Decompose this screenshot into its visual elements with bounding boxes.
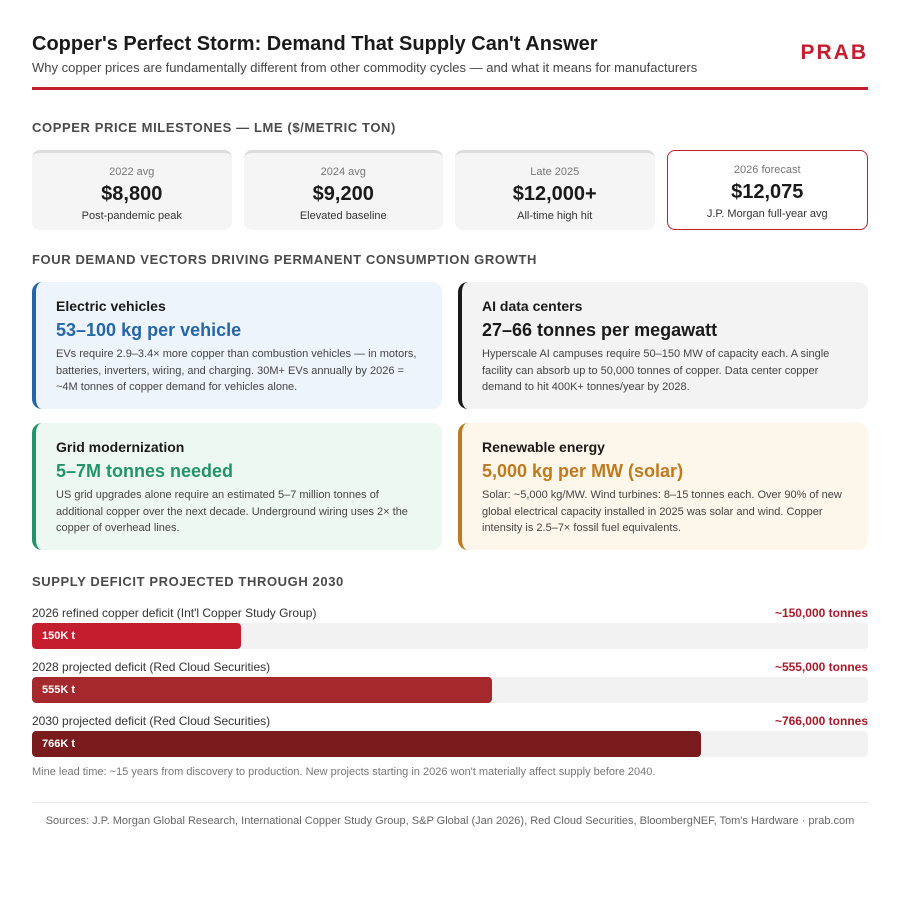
deficit-bar-fill (32, 677, 492, 703)
deficit-bar-track (32, 731, 868, 757)
deficit-bar-row (32, 603, 868, 657)
demand-card-description: Hyperscale AI campuses require 50–150 MW of capacity each. A single facility can absorb up to 50,000 tonnes of copper. Data center copper demand to hit 400K+ tonnes/year by 2028. (482, 348, 830, 393)
demand-card-ev (32, 282, 442, 409)
page-title: Copper's Perfect Storm: Demand That Supply Can't Answer (32, 33, 598, 55)
deficit-bar-label: 2028 projected deficit (Red Cloud Securities) (32, 660, 271, 674)
milestone-label: 2022 avg (109, 166, 155, 178)
demand-card-description: Solar: ~5,000 kg/MW. Wind turbines: 8–15 tonnes each. Over 90% of new global electrical capacity installed in 2025 was solar and wind. Copper intensity is 2.5–7× fossil fuel equivalents. (482, 489, 842, 534)
milestone-label: 2024 avg (320, 166, 366, 178)
demand-card-metric: 27–66 tonnes per megawatt (482, 320, 718, 340)
demand-card-title: AI data centers (482, 298, 583, 314)
milestone-card (455, 150, 655, 230)
milestone-value: $12,075 (731, 181, 804, 203)
deficit-bar-fill (32, 731, 701, 757)
demand-vectors (32, 282, 868, 550)
deficit-bar-row (32, 657, 868, 711)
demand-card-description: US grid upgrades alone require an estimated 5–7 million tonnes of additional copper over the next decade. Underground wiring uses 2× the copper of overhead lines. (56, 489, 408, 534)
deficit-bar-fill-label: 555K t (42, 684, 76, 696)
milestone-value: $9,200 (312, 183, 374, 205)
deficit-bar-value: ~150,000 tonnes (774, 606, 868, 620)
milestone-card-forecast (667, 150, 869, 230)
deficit-bar-track (32, 623, 868, 649)
supply-heading: SUPPLY DEFICIT PROJECTED THROUGH 2030 (32, 574, 344, 589)
milestone-note: All-time high hit (517, 210, 593, 222)
demand-card-description: EVs require 2.9–3.4× more copper than combustion vehicles — in motors, batteries, inverters, wiring, and charging. 30M+ EVs annually by 2026 = ~4M tonnes of copper demand for vehicles alone. (56, 348, 417, 393)
deficit-bar-fill-label: 150K t (42, 630, 76, 642)
demand-card-ai (458, 282, 868, 409)
milestone-note: Elevated baseline (299, 210, 387, 222)
deficit-bar-label: 2026 refined copper deficit (Int'l Copper Study Group) (32, 606, 317, 620)
milestone-note: Post-pandemic peak (81, 210, 182, 222)
milestone-value: $12,000+ (512, 183, 597, 205)
demand-card-metric: 5–7M tonnes needed (56, 461, 234, 481)
page-header (32, 32, 868, 90)
demand-card-metric: 53–100 kg per vehicle (56, 320, 242, 340)
milestone-note: J.P. Morgan full-year avg (706, 208, 828, 220)
deficit-bar-fill-label: 766K t (42, 738, 76, 750)
demand-card-grid (32, 423, 442, 550)
demand-card-title: Renewable energy (482, 439, 605, 455)
sources-footer: Sources: J.P. Morgan Global Research, International Copper Study Group, S&P Global (Jan 2026), Red Cloud Securities, BloombergNEF, Tom's Hardware · prab.com (32, 802, 868, 827)
price-milestones (32, 150, 868, 230)
milestones-heading: COPPER PRICE MILESTONES — LME ($/METRIC TON) (32, 120, 396, 135)
milestone-label: 2026 forecast (733, 164, 801, 176)
deficit-bar-value: ~766,000 tonnes (774, 714, 868, 728)
deficit-bar-track (32, 677, 868, 703)
milestone-label: Late 2025 (530, 166, 580, 178)
milestone-card (244, 150, 444, 230)
deficit-bar-row (32, 711, 868, 765)
page-subtitle: Why copper prices are fundamentally different from other commodity cycles — and what it means for manufacturers (32, 60, 698, 75)
milestone-value: $8,800 (101, 183, 163, 205)
demand-card-title: Grid modernization (56, 439, 185, 455)
supply-deficit-bars (32, 603, 868, 765)
deficit-bar-value: ~555,000 tonnes (774, 660, 868, 674)
demand-card-metric: 5,000 kg per MW (solar) (482, 461, 684, 481)
demand-heading: FOUR DEMAND VECTORS DRIVING PERMANENT CONSUMPTION GROWTH (32, 252, 537, 267)
demand-card-title: Electric vehicles (56, 298, 166, 314)
mine-lead-time-note: Mine lead time: ~15 years from discovery to production. New projects starting in 2026 won't materially affect supply before 2040. (32, 766, 656, 778)
milestone-card (32, 150, 232, 230)
demand-card-renewable (458, 423, 868, 550)
deficit-bar-fill (32, 623, 241, 649)
brand-logo: PRAB (800, 41, 868, 64)
deficit-bar-label: 2030 projected deficit (Red Cloud Securities) (32, 714, 271, 728)
